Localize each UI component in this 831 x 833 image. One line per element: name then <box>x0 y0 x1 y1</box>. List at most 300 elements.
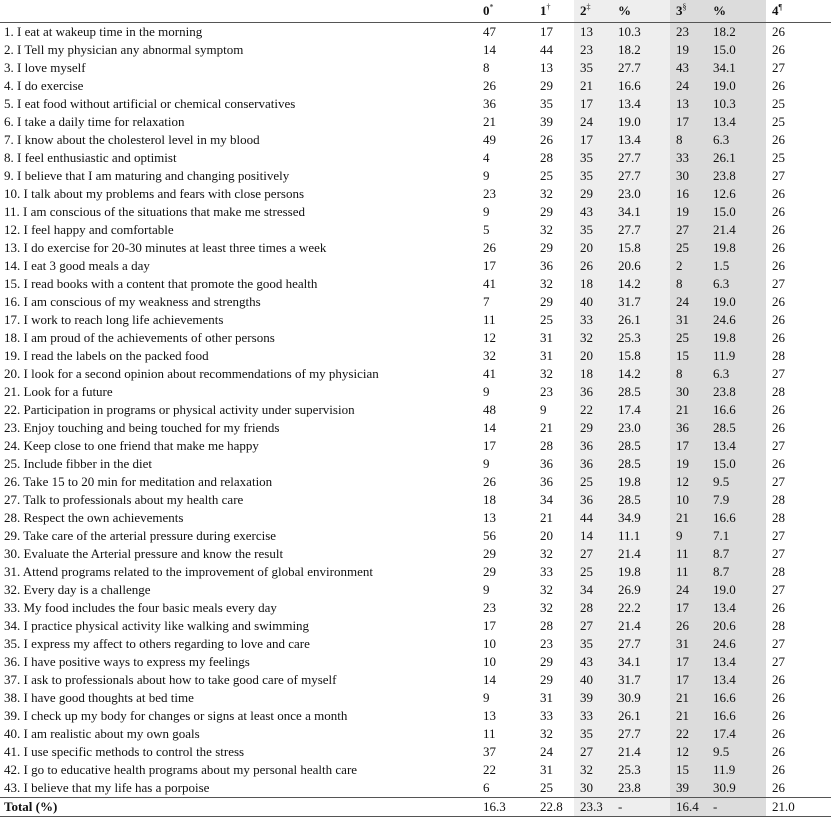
row-item: 25. Include fibber in the diet <box>4 456 153 471</box>
table-row <box>0 131 831 149</box>
row-col-4: 28 <box>772 384 785 399</box>
row-col-1: 32 <box>540 222 553 237</box>
row-item: 31. Attend programs related to the improvement of global environment <box>4 564 373 579</box>
row-col-1: 31 <box>540 762 553 777</box>
row-item: 40. I am realistic about my own goals <box>4 726 200 741</box>
row-col-4: 26 <box>772 222 785 237</box>
row-col-4: 26 <box>772 762 785 777</box>
row-col-1: 29 <box>540 78 553 93</box>
row-col-3-percent: 12.6 <box>707 185 766 203</box>
row-item: 9. I believe that I am maturing and changing positively <box>4 168 290 183</box>
table-row <box>0 599 831 617</box>
row-col-4: 26 <box>772 312 785 327</box>
row-col-3-percent: 9.5 <box>707 473 766 491</box>
row-col-3: 21 <box>670 509 707 527</box>
row-col-4: 27 <box>772 546 785 561</box>
row-item: 13. I do exercise for 20-30 minutes at least three times a week <box>4 240 327 255</box>
row-col-4: 27 <box>772 528 785 543</box>
table-row <box>0 41 831 59</box>
row-col-4: 26 <box>772 672 785 687</box>
table-row <box>0 203 831 221</box>
row-col-2-percent: 19.0 <box>612 113 670 131</box>
row-col-2: 25 <box>574 563 612 581</box>
row-item: 26. Take 15 to 20 min for meditation and relaxation <box>4 474 273 489</box>
table-body <box>0 23 831 798</box>
row-col-3-percent: 16.6 <box>707 707 766 725</box>
table-row <box>0 761 831 779</box>
total-label: Total (%) <box>0 798 477 817</box>
row-col-4: 26 <box>772 78 785 93</box>
table-row <box>0 275 831 293</box>
row-col-3-percent: 28.5 <box>707 419 766 437</box>
row-col-3: 11 <box>670 545 707 563</box>
row-col-0: 11 <box>483 312 496 327</box>
row-col-2-percent: 28.5 <box>612 455 670 473</box>
row-col-2: 32 <box>574 329 612 347</box>
row-col-1: 23 <box>540 636 553 651</box>
row-col-4: 26 <box>772 24 785 39</box>
row-col-2: 29 <box>574 185 612 203</box>
row-col-2: 23 <box>574 41 612 59</box>
row-col-4: 26 <box>772 600 785 615</box>
row-col-1: 33 <box>540 564 553 579</box>
row-col-0: 23 <box>483 186 496 201</box>
row-col-1: 29 <box>540 240 553 255</box>
row-col-3-percent: 30.9 <box>707 779 766 798</box>
row-col-4: 28 <box>772 348 785 363</box>
row-col-2: 36 <box>574 383 612 401</box>
row-item <box>0 365 477 383</box>
row-col-3-percent: 23.8 <box>707 167 766 185</box>
row-col-3: 15 <box>670 761 707 779</box>
table-row <box>0 635 831 653</box>
row-col-4: 27 <box>772 636 785 651</box>
row-col-2-percent: 27.7 <box>612 167 670 185</box>
row-col-4: 26 <box>772 258 785 273</box>
row-col-3-percent: 17.4 <box>707 725 766 743</box>
row-col-3-percent: 1.5 <box>707 257 766 275</box>
row-item: 10. I talk about my problems and fears with close persons <box>4 186 305 201</box>
table-row <box>0 563 831 581</box>
row-col-4: 26 <box>772 204 785 219</box>
row-item: 34. I practice physical activity like walking and swimming <box>4 618 310 633</box>
row-col-0: 10 <box>483 654 496 669</box>
row-col-4: 27 <box>772 366 785 381</box>
table-row <box>0 257 831 275</box>
row-col-1: 23 <box>540 384 553 399</box>
row-col-2-percent: 26.1 <box>612 707 670 725</box>
row-col-3-percent: 9.5 <box>707 743 766 761</box>
row-col-3-percent: 16.6 <box>707 689 766 707</box>
row-col-1: 28 <box>540 618 553 633</box>
row-col-2: 36 <box>574 455 612 473</box>
row-col-2-percent: 21.4 <box>612 545 670 563</box>
row-col-2: 40 <box>574 671 612 689</box>
row-col-3-percent: 6.3 <box>707 131 766 149</box>
row-col-1: 28 <box>540 438 553 453</box>
row-item-text: 20. I look for a second opinion about recommendations of my physician <box>4 366 379 381</box>
table-row <box>0 689 831 707</box>
row-col-3: 30 <box>670 167 707 185</box>
row-col-0: 48 <box>483 402 496 417</box>
row-col-2: 43 <box>574 653 612 671</box>
row-col-2-percent: 25.3 <box>612 761 670 779</box>
row-col-1: 36 <box>540 456 553 471</box>
table-row <box>0 491 831 509</box>
row-col-4: 27 <box>772 438 785 453</box>
row-item: 42. I go to educative health programs about my personal health care <box>4 762 358 777</box>
row-col-3: 11 <box>670 563 707 581</box>
row-col-0: 22 <box>483 762 496 777</box>
row-col-2: 34 <box>574 581 612 599</box>
row-col-1: 36 <box>540 474 553 489</box>
row-col-0: 49 <box>483 132 496 147</box>
total-col-3: 16.4 <box>670 798 707 817</box>
row-col-3: 30 <box>670 383 707 401</box>
row-col-0: 9 <box>483 204 490 219</box>
row-col-1: 26 <box>540 132 553 147</box>
table-row <box>0 311 831 329</box>
row-col-2-percent: 26.1 <box>612 311 670 329</box>
row-col-0: 47 <box>483 24 496 39</box>
row-col-4: 26 <box>772 726 785 741</box>
row-col-3: 10 <box>670 491 707 509</box>
row-item: 39. I check up my body for changes or signs at least once a month <box>4 708 348 723</box>
row-col-2: 35 <box>574 725 612 743</box>
row-col-2: 35 <box>574 221 612 239</box>
row-col-3: 2 <box>670 257 707 275</box>
row-col-2: 13 <box>574 23 612 42</box>
row-col-1: 25 <box>540 780 553 795</box>
row-col-3-percent: 15.0 <box>707 41 766 59</box>
row-col-0: 26 <box>483 78 496 93</box>
row-col-1: 31 <box>540 330 553 345</box>
row-col-0: 17 <box>483 438 496 453</box>
table-row <box>0 59 831 77</box>
row-col-1: 29 <box>540 204 553 219</box>
row-col-0: 5 <box>483 222 490 237</box>
row-col-2: 22 <box>574 401 612 419</box>
row-col-2-percent: 25.3 <box>612 329 670 347</box>
row-col-0: 9 <box>483 384 490 399</box>
table-row <box>0 671 831 689</box>
row-col-2: 29 <box>574 419 612 437</box>
row-col-2: 35 <box>574 59 612 77</box>
table-row <box>0 293 831 311</box>
table-row <box>0 707 831 725</box>
row-col-2: 26 <box>574 257 612 275</box>
row-item: 35. I express my affect to others regarding to love and care <box>4 636 310 651</box>
table-row <box>0 95 831 113</box>
row-col-2-percent: 23.8 <box>612 779 670 798</box>
row-col-2-percent: 28.5 <box>612 491 670 509</box>
row-item: 30. Evaluate the Arterial pressure and know the result <box>4 546 284 561</box>
row-col-4: 27 <box>772 60 785 75</box>
row-col-3-percent: 23.8 <box>707 383 766 401</box>
row-col-1: 13 <box>540 60 553 75</box>
row-col-0: 37 <box>483 744 496 759</box>
row-col-2-percent: 34.9 <box>612 509 670 527</box>
row-col-4: 26 <box>772 690 785 705</box>
row-item: 37. I ask to professionals about how to take good care of myself <box>4 672 337 687</box>
row-item: 17. I work to reach long life achievements <box>4 312 224 327</box>
row-col-4: 28 <box>772 618 785 633</box>
row-col-3: 39 <box>670 779 707 798</box>
header-item <box>0 0 477 23</box>
total-col-2-percent: - <box>612 798 670 817</box>
row-col-3-percent: 19.8 <box>707 239 766 257</box>
row-col-3: 17 <box>670 437 707 455</box>
row-col-0: 10 <box>483 636 496 651</box>
row-col-2-percent: 23.0 <box>612 419 670 437</box>
row-item: 4. I do exercise <box>4 78 84 93</box>
row-col-4: 26 <box>772 744 785 759</box>
row-col-1: 32 <box>540 366 553 381</box>
row-col-4: 26 <box>772 42 785 57</box>
row-col-3: 31 <box>670 635 707 653</box>
row-item: 27. Talk to professionals about my health care <box>4 492 244 507</box>
table-row <box>0 725 831 743</box>
row-col-2: 21 <box>574 77 612 95</box>
row-col-0: 36 <box>483 96 496 111</box>
row-col-3-percent: 24.6 <box>707 311 766 329</box>
row-col-0: 29 <box>483 564 496 579</box>
table-row <box>0 329 831 347</box>
row-col-3: 13 <box>670 95 707 113</box>
row-col-3: 23 <box>670 23 707 42</box>
row-col-1: 33 <box>540 708 553 723</box>
row-col-2: 24 <box>574 113 612 131</box>
row-col-3-percent: 15.0 <box>707 455 766 473</box>
row-col-3: 22 <box>670 725 707 743</box>
row-col-4: 26 <box>772 330 785 345</box>
row-col-3: 16 <box>670 185 707 203</box>
row-col-3: 17 <box>670 599 707 617</box>
header-col-1: 1† <box>534 0 574 23</box>
row-col-2-percent: 26.9 <box>612 581 670 599</box>
row-col-1: 36 <box>540 258 553 273</box>
row-col-4: 27 <box>772 168 785 183</box>
total-col-0: 16.3 <box>477 798 534 817</box>
row-col-2-percent: 31.7 <box>612 671 670 689</box>
table-row <box>0 365 831 383</box>
row-col-1: 35 <box>540 96 553 111</box>
row-col-3-percent: 20.6 <box>707 617 766 635</box>
row-item: 7. I know about the cholesterol level in my blood <box>4 132 260 147</box>
row-col-1: 32 <box>540 600 553 615</box>
row-col-0: 14 <box>483 672 496 687</box>
row-col-1: 31 <box>540 690 553 705</box>
row-col-4: 26 <box>772 780 785 795</box>
row-col-2: 17 <box>574 95 612 113</box>
row-col-2-percent: 21.4 <box>612 617 670 635</box>
table-row <box>0 23 831 42</box>
row-item: 1. I eat at wakeup time in the morning <box>4 24 203 39</box>
row-item: 41. I use specific methods to control the stress <box>4 744 245 759</box>
table-row <box>0 221 831 239</box>
row-col-3: 12 <box>670 743 707 761</box>
row-col-2-percent: 19.8 <box>612 563 670 581</box>
row-col-2-percent: 13.4 <box>612 95 670 113</box>
row-col-1: 29 <box>540 672 553 687</box>
row-col-0: 9 <box>483 168 490 183</box>
row-item: 24. Keep close to one friend that make me happy <box>4 438 259 453</box>
row-col-3-percent: 26.1 <box>707 149 766 167</box>
row-col-3-percent: 16.6 <box>707 401 766 419</box>
row-col-0: 9 <box>483 690 490 705</box>
row-col-2-percent: 28.5 <box>612 383 670 401</box>
table-row <box>0 509 831 527</box>
table-row <box>0 149 831 167</box>
row-col-2: 35 <box>574 149 612 167</box>
row-col-1: 21 <box>540 510 553 525</box>
table-row <box>0 401 831 419</box>
table-row <box>0 545 831 563</box>
row-col-3: 9 <box>670 527 707 545</box>
header-col-2: 2‡ <box>574 0 612 23</box>
row-col-2: 14 <box>574 527 612 545</box>
row-col-0: 18 <box>483 492 496 507</box>
row-col-3-percent: 8.7 <box>707 545 766 563</box>
row-col-4: 26 <box>772 402 785 417</box>
row-col-3: 25 <box>670 329 707 347</box>
row-col-3: 21 <box>670 689 707 707</box>
row-col-4: 27 <box>772 474 785 489</box>
row-item: 32. Every day is a challenge <box>4 582 151 597</box>
row-col-0: 56 <box>483 528 496 543</box>
row-col-2-percent: 27.7 <box>612 635 670 653</box>
row-col-0: 4 <box>483 150 490 165</box>
row-col-3-percent: 7.9 <box>707 491 766 509</box>
row-col-1: 29 <box>540 654 553 669</box>
row-col-3: 31 <box>670 311 707 329</box>
row-item: 33. My food includes the four basic meals every day <box>4 600 277 615</box>
row-col-2-percent: 30.9 <box>612 689 670 707</box>
row-col-4: 25 <box>772 114 785 129</box>
row-col-2: 36 <box>574 437 612 455</box>
row-col-0: 41 <box>483 276 496 291</box>
row-col-2-percent: 27.7 <box>612 149 670 167</box>
row-col-3: 8 <box>670 131 707 149</box>
row-col-0: 26 <box>483 474 496 489</box>
row-col-3-percent: 16.6 <box>707 509 766 527</box>
row-col-3-percent: 6.3 <box>707 275 766 293</box>
row-col-3: 12 <box>670 473 707 491</box>
row-col-2-percent: 21.4 <box>612 743 670 761</box>
row-item: 18. I am proud of the achievements of other persons <box>4 330 275 345</box>
row-col-3: 33 <box>670 149 707 167</box>
row-col-1: 20 <box>540 528 553 543</box>
row-col-3: 27 <box>670 221 707 239</box>
total-row <box>0 798 831 817</box>
row-col-3-percent: 10.3 <box>707 95 766 113</box>
row-col-2: 30 <box>574 779 612 798</box>
row-col-2-percent: 14.2 <box>612 365 670 383</box>
row-col-2-percent: 27.7 <box>612 725 670 743</box>
row-col-2-percent: 14.2 <box>612 275 670 293</box>
row-item: 11. I am conscious of the situations that make me stressed <box>4 204 305 219</box>
row-col-3-percent: 21.4 <box>707 221 766 239</box>
row-col-3-percent: 24.6 <box>707 635 766 653</box>
row-col-3-percent: 8.7 <box>707 563 766 581</box>
row-col-2: 36 <box>574 491 612 509</box>
row-col-1: 32 <box>540 582 553 597</box>
table-row <box>0 779 831 798</box>
row-col-0: 9 <box>483 582 490 597</box>
row-item: 22. Participation in programs or physical activity under supervision <box>4 402 355 417</box>
row-col-0: 17 <box>483 258 496 273</box>
row-col-4: 26 <box>772 240 785 255</box>
row-col-2-percent: 18.2 <box>612 41 670 59</box>
row-col-2: 17 <box>574 131 612 149</box>
total-col-1: 22.8 <box>534 798 574 817</box>
row-col-2-percent: 27.7 <box>612 221 670 239</box>
row-col-2: 18 <box>574 365 612 383</box>
table-row <box>0 113 831 131</box>
row-col-3: 19 <box>670 203 707 221</box>
row-col-2-percent: 11.1 <box>612 527 670 545</box>
row-col-2-percent: 34.1 <box>612 653 670 671</box>
row-col-3: 17 <box>670 653 707 671</box>
row-col-4: 27 <box>772 276 785 291</box>
row-col-2-percent: 15.8 <box>612 347 670 365</box>
row-col-2-percent: 31.7 <box>612 293 670 311</box>
row-col-1: 32 <box>540 546 553 561</box>
row-col-3: 17 <box>670 113 707 131</box>
row-col-2-percent: 34.1 <box>612 203 670 221</box>
row-col-0: 14 <box>483 42 496 57</box>
table-row <box>0 653 831 671</box>
row-item: 36. I have positive ways to express my feelings <box>4 654 250 669</box>
table-row <box>0 527 831 545</box>
row-item: 6. I take a daily time for relaxation <box>4 114 185 129</box>
row-col-2-percent: 13.4 <box>612 131 670 149</box>
row-col-3-percent: 6.3 <box>707 365 766 383</box>
row-item: 38. I have good thoughts at bed time <box>4 690 194 705</box>
row-col-1: 25 <box>540 168 553 183</box>
row-col-0: 21 <box>483 114 496 129</box>
row-item: 12. I feel happy and comfortable <box>4 222 174 237</box>
row-col-3-percent: 11.9 <box>707 761 766 779</box>
row-col-2-percent: 15.8 <box>612 239 670 257</box>
row-col-1: 25 <box>540 312 553 327</box>
row-col-2: 27 <box>574 743 612 761</box>
row-col-1: 31 <box>540 348 553 363</box>
row-col-2-percent: 27.7 <box>612 59 670 77</box>
row-col-3: 8 <box>670 365 707 383</box>
row-col-1: 44 <box>540 42 553 57</box>
table-row <box>0 185 831 203</box>
row-col-0: 13 <box>483 510 496 525</box>
row-col-4: 26 <box>772 294 785 309</box>
row-col-0: 9 <box>483 456 490 471</box>
row-col-1: 21 <box>540 420 553 435</box>
row-col-3-percent: 7.1 <box>707 527 766 545</box>
row-col-2: 27 <box>574 545 612 563</box>
row-col-1: 17 <box>540 24 553 39</box>
row-col-4: 28 <box>772 492 785 507</box>
row-col-1: 24 <box>540 744 553 759</box>
row-col-2: 20 <box>574 239 612 257</box>
row-col-2: 44 <box>574 509 612 527</box>
row-item: 19. I read the labels on the packed food <box>4 348 209 363</box>
table-row <box>0 77 831 95</box>
row-col-2: 35 <box>574 635 612 653</box>
row-col-4: 26 <box>772 186 785 201</box>
row-col-3-percent: 15.0 <box>707 203 766 221</box>
row-col-3: 19 <box>670 41 707 59</box>
row-col-1: 28 <box>540 150 553 165</box>
